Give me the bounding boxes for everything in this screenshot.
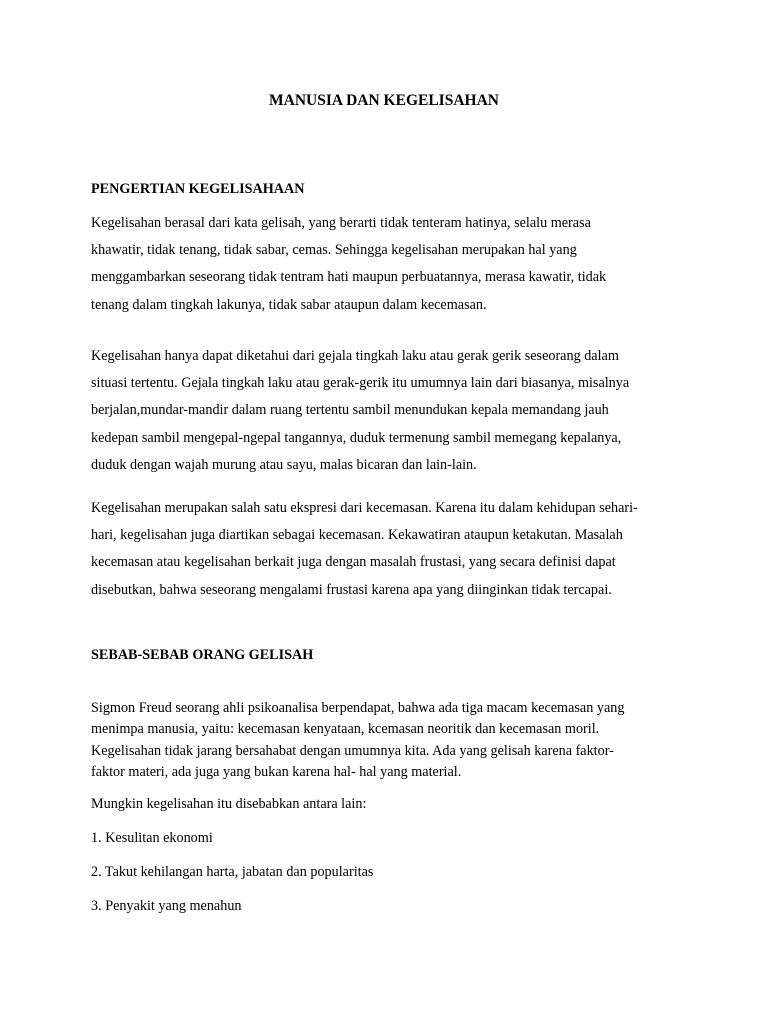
causes-intro: Mungkin kegelisahan itu disebabkan antara lain: [91, 796, 367, 812]
text-line: kecemasan atau kegelisahan berkait juga dengan masalah frustasi, yang secara definisi dapat [91, 554, 616, 571]
list-item-cause-1: 1. Kesulitan ekonomi [91, 830, 213, 846]
text-line: menggambarkan seseorang tidak tentram hati maupun perbuatannya, merasa kawatir, tidak [91, 269, 607, 286]
text-line: kedepan sambil mengepal-ngepal tangannya, duduk termenung sambil memegang kepalanya, [91, 429, 622, 446]
text-line: khawatir, tidak tenang, tidak sabar, cemas. Sehingga kegelisahan merupakan hal yang [91, 242, 577, 259]
text-line: hari, kegelisahan juga diartikan sebagai kecemasan. Kekawatiran ataupun ketakutan. Masalah [91, 527, 623, 544]
text-line: Kegelisahan berasal dari kata gelisah, yang berarti tidak tenteram hatinya, selalu merasa [91, 215, 591, 231]
text-line: situasi tertentu. Gejala tingkah laku atau gerak-gerik itu umumnya lain dari biasanya, misalnya [91, 375, 630, 392]
section-heading-sebab: SEBAB-SEBAB ORANG GELISAH [91, 647, 314, 663]
text-line: Kegelisahan tidak jarang bersahabat dengan umumnya kita. Ada yang gelisah karena faktor- [91, 742, 614, 759]
text-line: disebutkan, bahwa seseorang mengalami frustasi karena apa yang diinginkan tidak tercapai. [91, 581, 612, 598]
section-heading-pengertian: PENGERTIAN KEGELISAHAAN [91, 181, 305, 197]
paragraph-definition [91, 210, 691, 319]
paragraph-symptoms [91, 343, 691, 479]
text-line: Kegelisahan hanya dapat diketahui dari gejala tingkah laku atau gerak gerik seseorang dalam [91, 348, 619, 364]
list-item-cause-3: 3. Penyakit yang menahun [91, 898, 242, 914]
text-line: Kegelisahan merupakan salah satu ekspresi dari kecemasan. Karena itu dalam kehidupan sehari- [91, 500, 638, 516]
text-line: Sigmon Freud seorang ahli psikoanalisa berpendapat, bahwa ada tiga macam kecemasan yang [91, 700, 625, 716]
list-item-cause-2: 2. Takut kehilangan harta, jabatan dan popularitas [91, 864, 374, 880]
text-line: duduk dengan wajah murung atau sayu, malas bicaran dan lain-lain. [91, 456, 477, 473]
paragraph-anxiety [91, 495, 691, 604]
page-title: MANUSIA DAN KEGELISAHAN [269, 92, 499, 109]
paragraph-freud [91, 698, 691, 783]
text-line: tenang dalam tingkah lakunya, tidak sabar ataupun dalam kecemasan. [91, 296, 487, 313]
text-line: menimpa manusia, yaitu: kecemasan kenyataan, kcemasan neoritik dan kecemasan moril. [91, 721, 600, 738]
text-line: berjalan,mundar-mandir dalam ruang tertentu sambil menundukan kepala memandang jauh [91, 402, 609, 419]
text-line: faktor materi, ada juga yang bukan karena hal- hal yang material. [91, 763, 462, 780]
